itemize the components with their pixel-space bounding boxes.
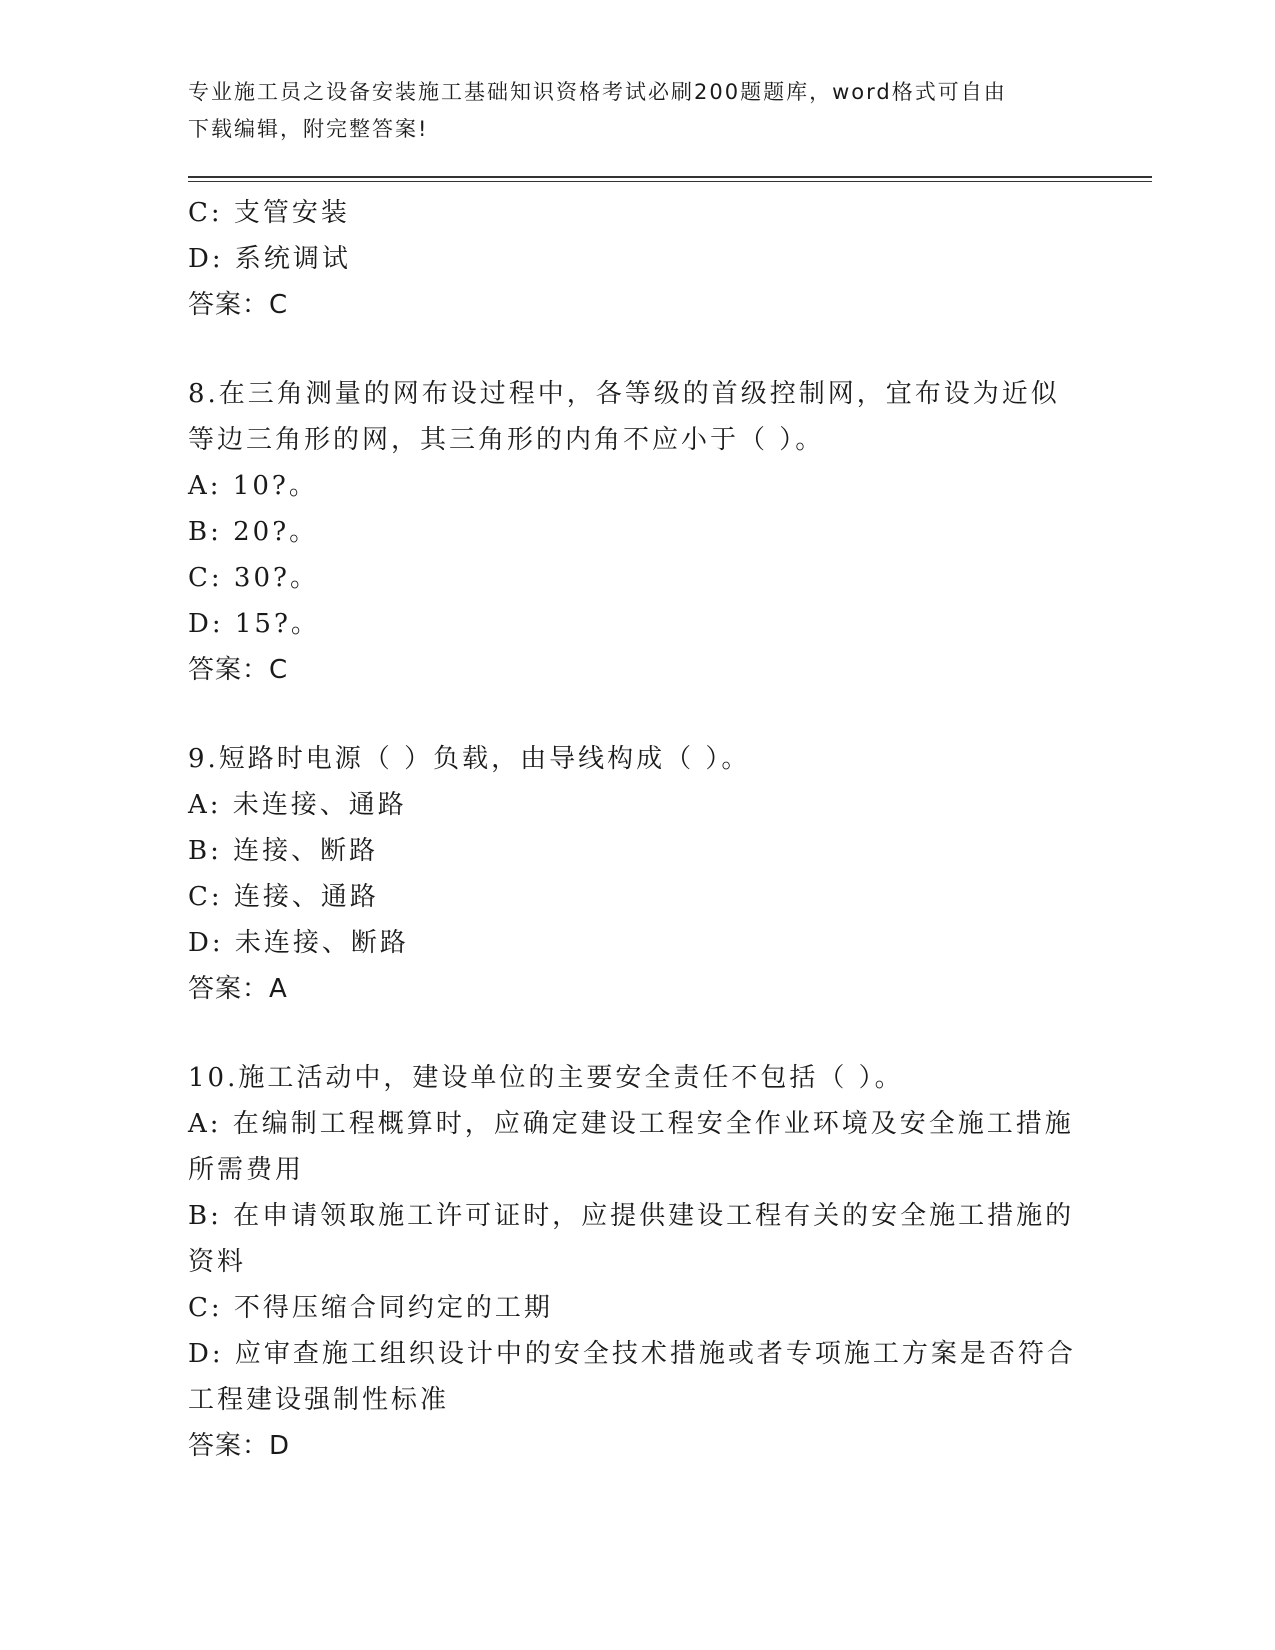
option-d: D: 未连接、断路 (188, 928, 409, 958)
answer-line: 答案：D (188, 1431, 291, 1461)
option-a: A: 未连接、通路 (188, 790, 407, 820)
option-b-continued: 资料 (188, 1247, 247, 1277)
prev-question-block (188, 190, 1088, 328)
option-c: C: 连接、通路 (188, 882, 379, 912)
header-divider-thin (188, 181, 1152, 182)
option-b: B: 在申请领取施工许可证时，应提供建设工程有关的安全施工措施的 (188, 1201, 1075, 1231)
spacer (188, 693, 1088, 736)
question-9-block (188, 736, 1088, 1012)
question-stem: 9.短路时电源（ ）负载，由导线构成（ ）。 (188, 744, 751, 774)
header-line-2: 下载编辑，附完整答案! (188, 117, 429, 141)
answer-line: 答案：A (188, 974, 288, 1004)
question-stem: 等边三角形的网，其三角形的内角不应小于（ ）。 (188, 425, 825, 455)
question-stem: 8.在三角测量的网布设过程中，各等级的首级控制网，宜布设为近似 (188, 379, 1060, 409)
option-d: D: 15?。 (188, 609, 320, 639)
header-line-1: 专业施工员之设备安装施工基础知识资格考试必刷200题题库，word格式可自由 (188, 80, 1007, 104)
header-divider-thick (188, 176, 1152, 178)
option-d: D: 应审查施工组织设计中的安全技术措施或者专项施工方案是否符合 (188, 1339, 1076, 1369)
question-stem: 10.施工活动中，建设单位的主要安全责任不包括（ ）。 (188, 1063, 904, 1093)
option-a: A: 在编制工程概算时，应确定建设工程安全作业环境及安全施工措施 (188, 1109, 1074, 1139)
option-b: B: 连接、断路 (188, 836, 379, 866)
question-8-block (188, 371, 1088, 693)
answer-line: 答案：C (188, 655, 289, 685)
option-a: A: 10?。 (188, 471, 318, 501)
option-c: C: 30?。 (188, 563, 319, 593)
option-c: C: 支管安装 (188, 198, 350, 228)
question-content (188, 190, 1088, 1469)
question-10-block (188, 1055, 1088, 1469)
option-d-continued: 工程建设强制性标准 (188, 1385, 450, 1415)
option-d: D: 系统调试 (188, 244, 351, 274)
answer-line: 答案：C (188, 290, 289, 320)
option-a-continued: 所需费用 (188, 1155, 305, 1185)
document-header (188, 74, 1068, 148)
spacer (188, 1012, 1088, 1055)
option-c: C: 不得压缩合同约定的工期 (188, 1293, 553, 1323)
spacer (188, 328, 1088, 371)
option-b: B: 20?。 (188, 517, 319, 547)
